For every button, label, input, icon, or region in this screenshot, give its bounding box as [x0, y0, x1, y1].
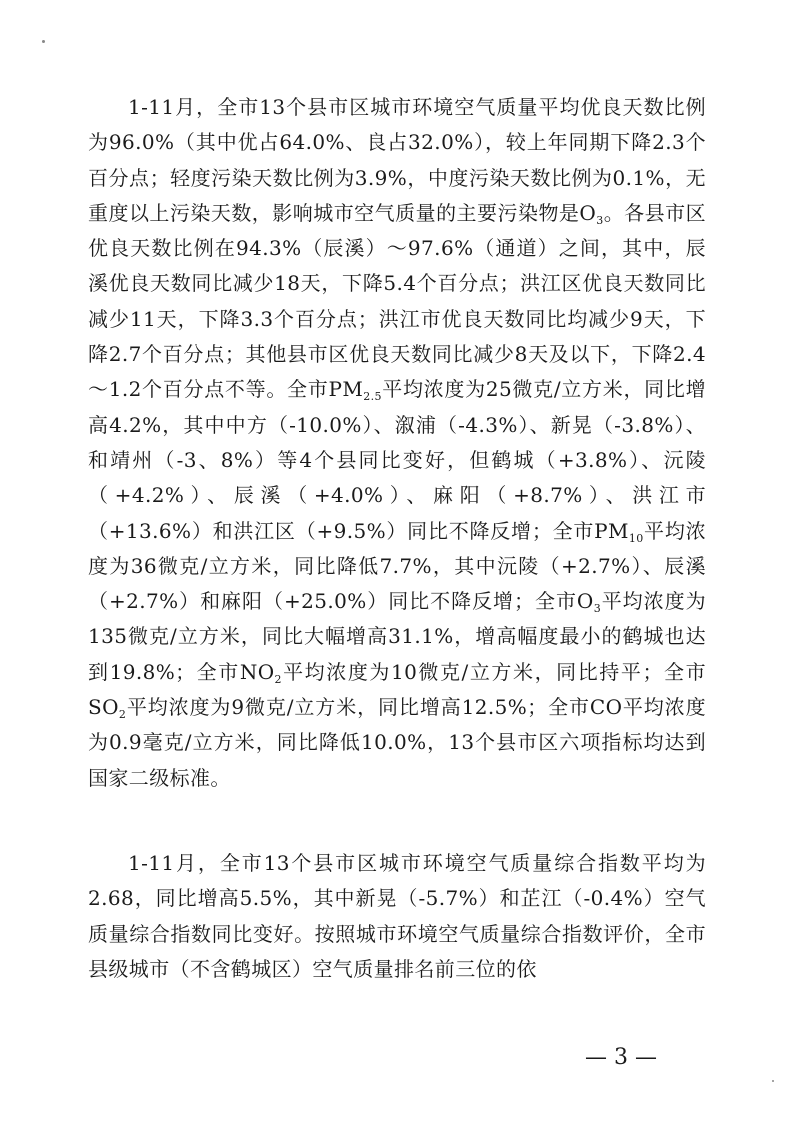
paragraph-text: 平均浓度为9微克/立方米，同比增高12.5%；全市CO平均浓度为0.9毫克/立方米，同比降低10.0%，13个县市区六项指标均达到国家二级标准。 — [88, 695, 706, 790]
paragraph-text: 平均浓度为10微克/立方米，同比持平；全市SO — [88, 659, 706, 720]
paragraph-text: 平均浓度为135微克/立方米，同比大幅增高31.1%，增高幅度最小的鹤城也达到19.8%；全市NO — [88, 589, 706, 684]
subscript-text: 2 — [118, 708, 127, 722]
scan-speck — [772, 1080, 774, 1082]
paragraph-text: 平均浓度为25微克/立方米，同比增高4.2%，其中中方（-10.0%）、溆浦（-4.3%）、新晃（-3.8%）、和靖州（-3、8%）等4个县同比变好，但鹤城（+3.8%）、沅陵（+4.2%）、辰溪（+4.0%）、麻阳（+8.7%）、洪江市（+13.6%）和洪江区（+9.5%）同比不降反增；全市PM — [88, 377, 706, 543]
subscript-text: 2.5 — [363, 390, 382, 404]
subscript-text: 3 — [596, 213, 604, 227]
paragraph-air-quality-stats — [88, 90, 706, 796]
paragraph-text: 平均浓度为36微克/立方米，同比降低7.7%，其中沅陵（+2.7%）、辰溪（+2.7%）和麻阳（+25.0%）同比不降反增；全市O — [88, 518, 707, 614]
subscript-text: 10 — [628, 531, 644, 545]
paragraph-text: 1-11月，全市13个县市区城市环境空气质量平均优良天数比例为96.0%（其中优占64.0%、良占32.0%），较上年同期下降2.3个百分点；轻度污染天数比例为3.9%，中度污染天数比例为0.1%，无重度以上污染天数，影响城市空气质量的主要污染物是O — [88, 95, 706, 225]
subscript-text: 2 — [274, 672, 282, 686]
scan-speck — [42, 40, 45, 43]
paragraph-composite-index — [88, 846, 706, 987]
subscript-text: 3 — [593, 602, 602, 616]
paragraph-text: 1-11月，全市13个县市区城市环境空气质量综合指数平均为2.68，同比增高5.5%，其中新晃（-5.7%）和芷江（-0.4%）空气质量综合指数同比变好。按照城市环境空气质量综合指数评价，全市县级城市（不含鹤城区）空气质量排名前三位的依 — [88, 851, 706, 981]
paragraph-text: 。各县市区优良天数比例在94.3%（辰溪）～97.6%（通道）之间，其中，辰溪优良天数同比减少18天，下降5.4个百分点；洪江区优良天数同比减少11天，下降3.3个百分点；洪江市优良天数同比均减少9天，下降2.7个百分点；其他县市区优良天数同比减少8天及以下，下降2.4～1.2个百分点不等。全市PM — [88, 200, 707, 402]
page-number: — 3 — — [585, 1045, 657, 1070]
